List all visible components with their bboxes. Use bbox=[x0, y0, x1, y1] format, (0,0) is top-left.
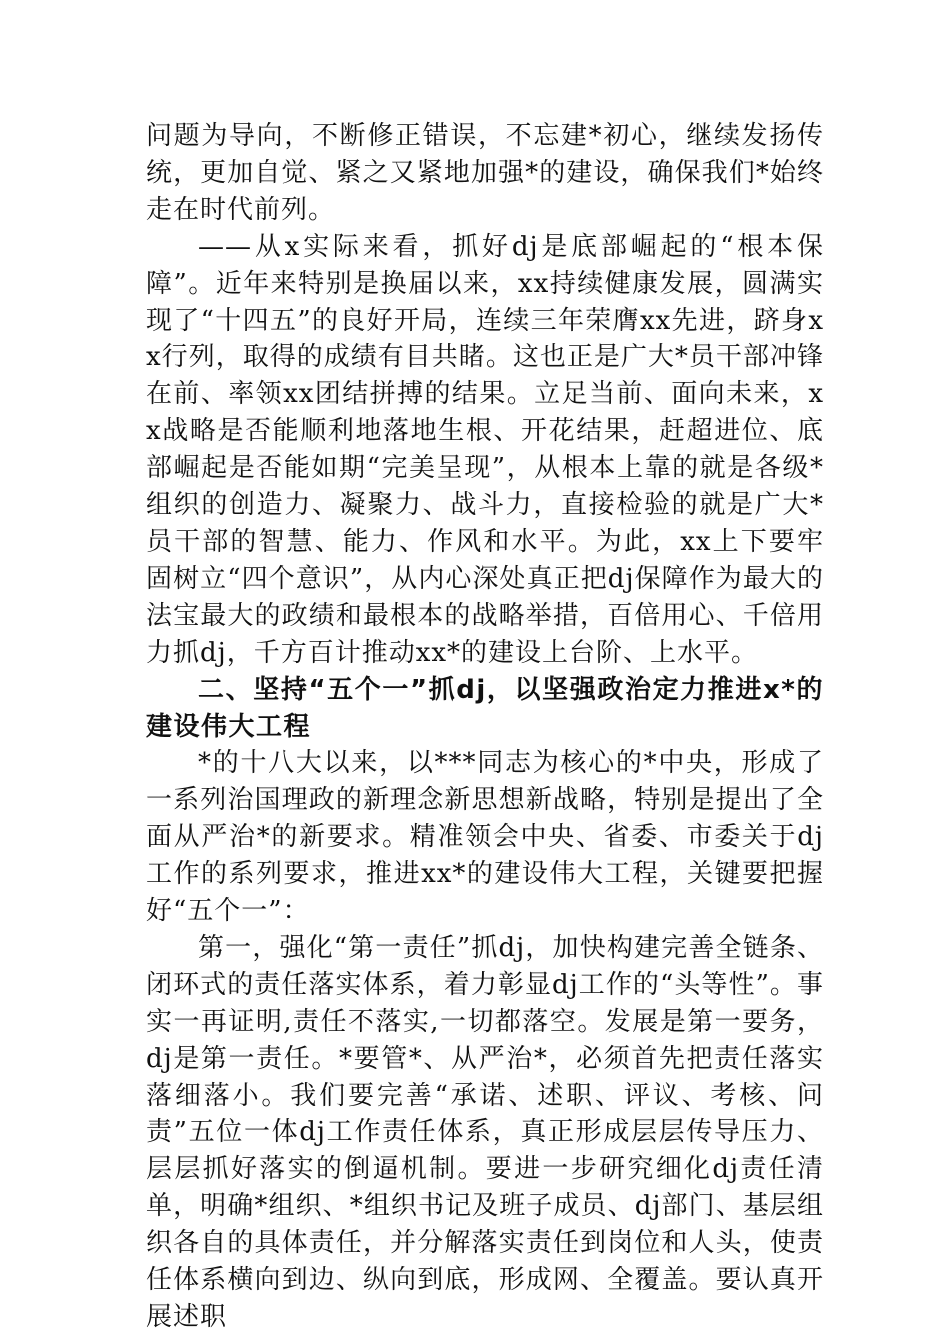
document-page bbox=[146, 118, 824, 1336]
paragraph-continued: 问题为导向，不断修正错误，不忘建*初心，继续发扬传统，更加自觉、紧之又紧地加强*的建设，确保我们*始终走在时代前列。 bbox=[146, 121, 824, 225]
paragraph-five-ones-intro: *的十八大以来，以***同志为核心的*中央，形成了一系列治国理政的新理念新思想新战略，特别是提出了全面从严治*的新要求。精准领会中央、省委、市委关于dj工作的系列要求，推进xx*的建设伟大工程，关键要把握好“五个一”： bbox=[146, 748, 824, 927]
paragraph-first-responsibility: 第一，强化“第一责任”抓dj，加快构建完善全链条、闭环式的责任落实体系，着力彰显dj工作的“头等性”。事实一再证明,责任不落实,一切都落空。发展是第一要务，dj是第一责任。*要管*、从严治*，必须首先把责任落实落细落小。我们要完善“承诺、述职、评议、考核、问责”五位一体dj工作责任体系，真正形成层层传导压力、层层抓好落实的倒逼机制。要进一步研究细化dj责任清单，明确*组织、*组织书记及班子成员、dj部门、基层组织各自的具体责任，并分解落实责任到岗位和人头，使责任体系横向到边、纵向到底，形成网、全覆盖。要认真开展述职 bbox=[146, 932, 824, 1332]
paragraph-root-guarantee: ——从x实际来看，抓好dj是底部崛起的“根本保障”。近年来特别是换届以来，xx持续健康发展，圆满实现了“十四五”的良好开局，连续三年荣膺xx先进，跻身xx行列，取得的成绩有目共睹。这也正是广大*员干部冲锋在前、率领xx团结拼搏的结果。立足当前、面向未来，xx战略是否能顺利地落地生根、开花结果，赶超进位、底部崛起是否能如期“完美呈现”，从根本上靠的就是各级*组织的创造力、凝聚力、战斗力，直接检验的就是广大*员干部的智慧、能力、作风和水平。为此，xx上下要牢固树立“四个意识”，从内心深处真正把dj保障作为最大的法宝最大的政绩和最根本的战略举措，百倍用心、千倍用力抓dj，千方百计推动xx*的建设上台阶、上水平。 bbox=[146, 231, 824, 668]
section-heading-two: 二、坚持“五个一”抓dj，以坚强政治定力推进x*的建设伟大工程 bbox=[146, 674, 824, 742]
